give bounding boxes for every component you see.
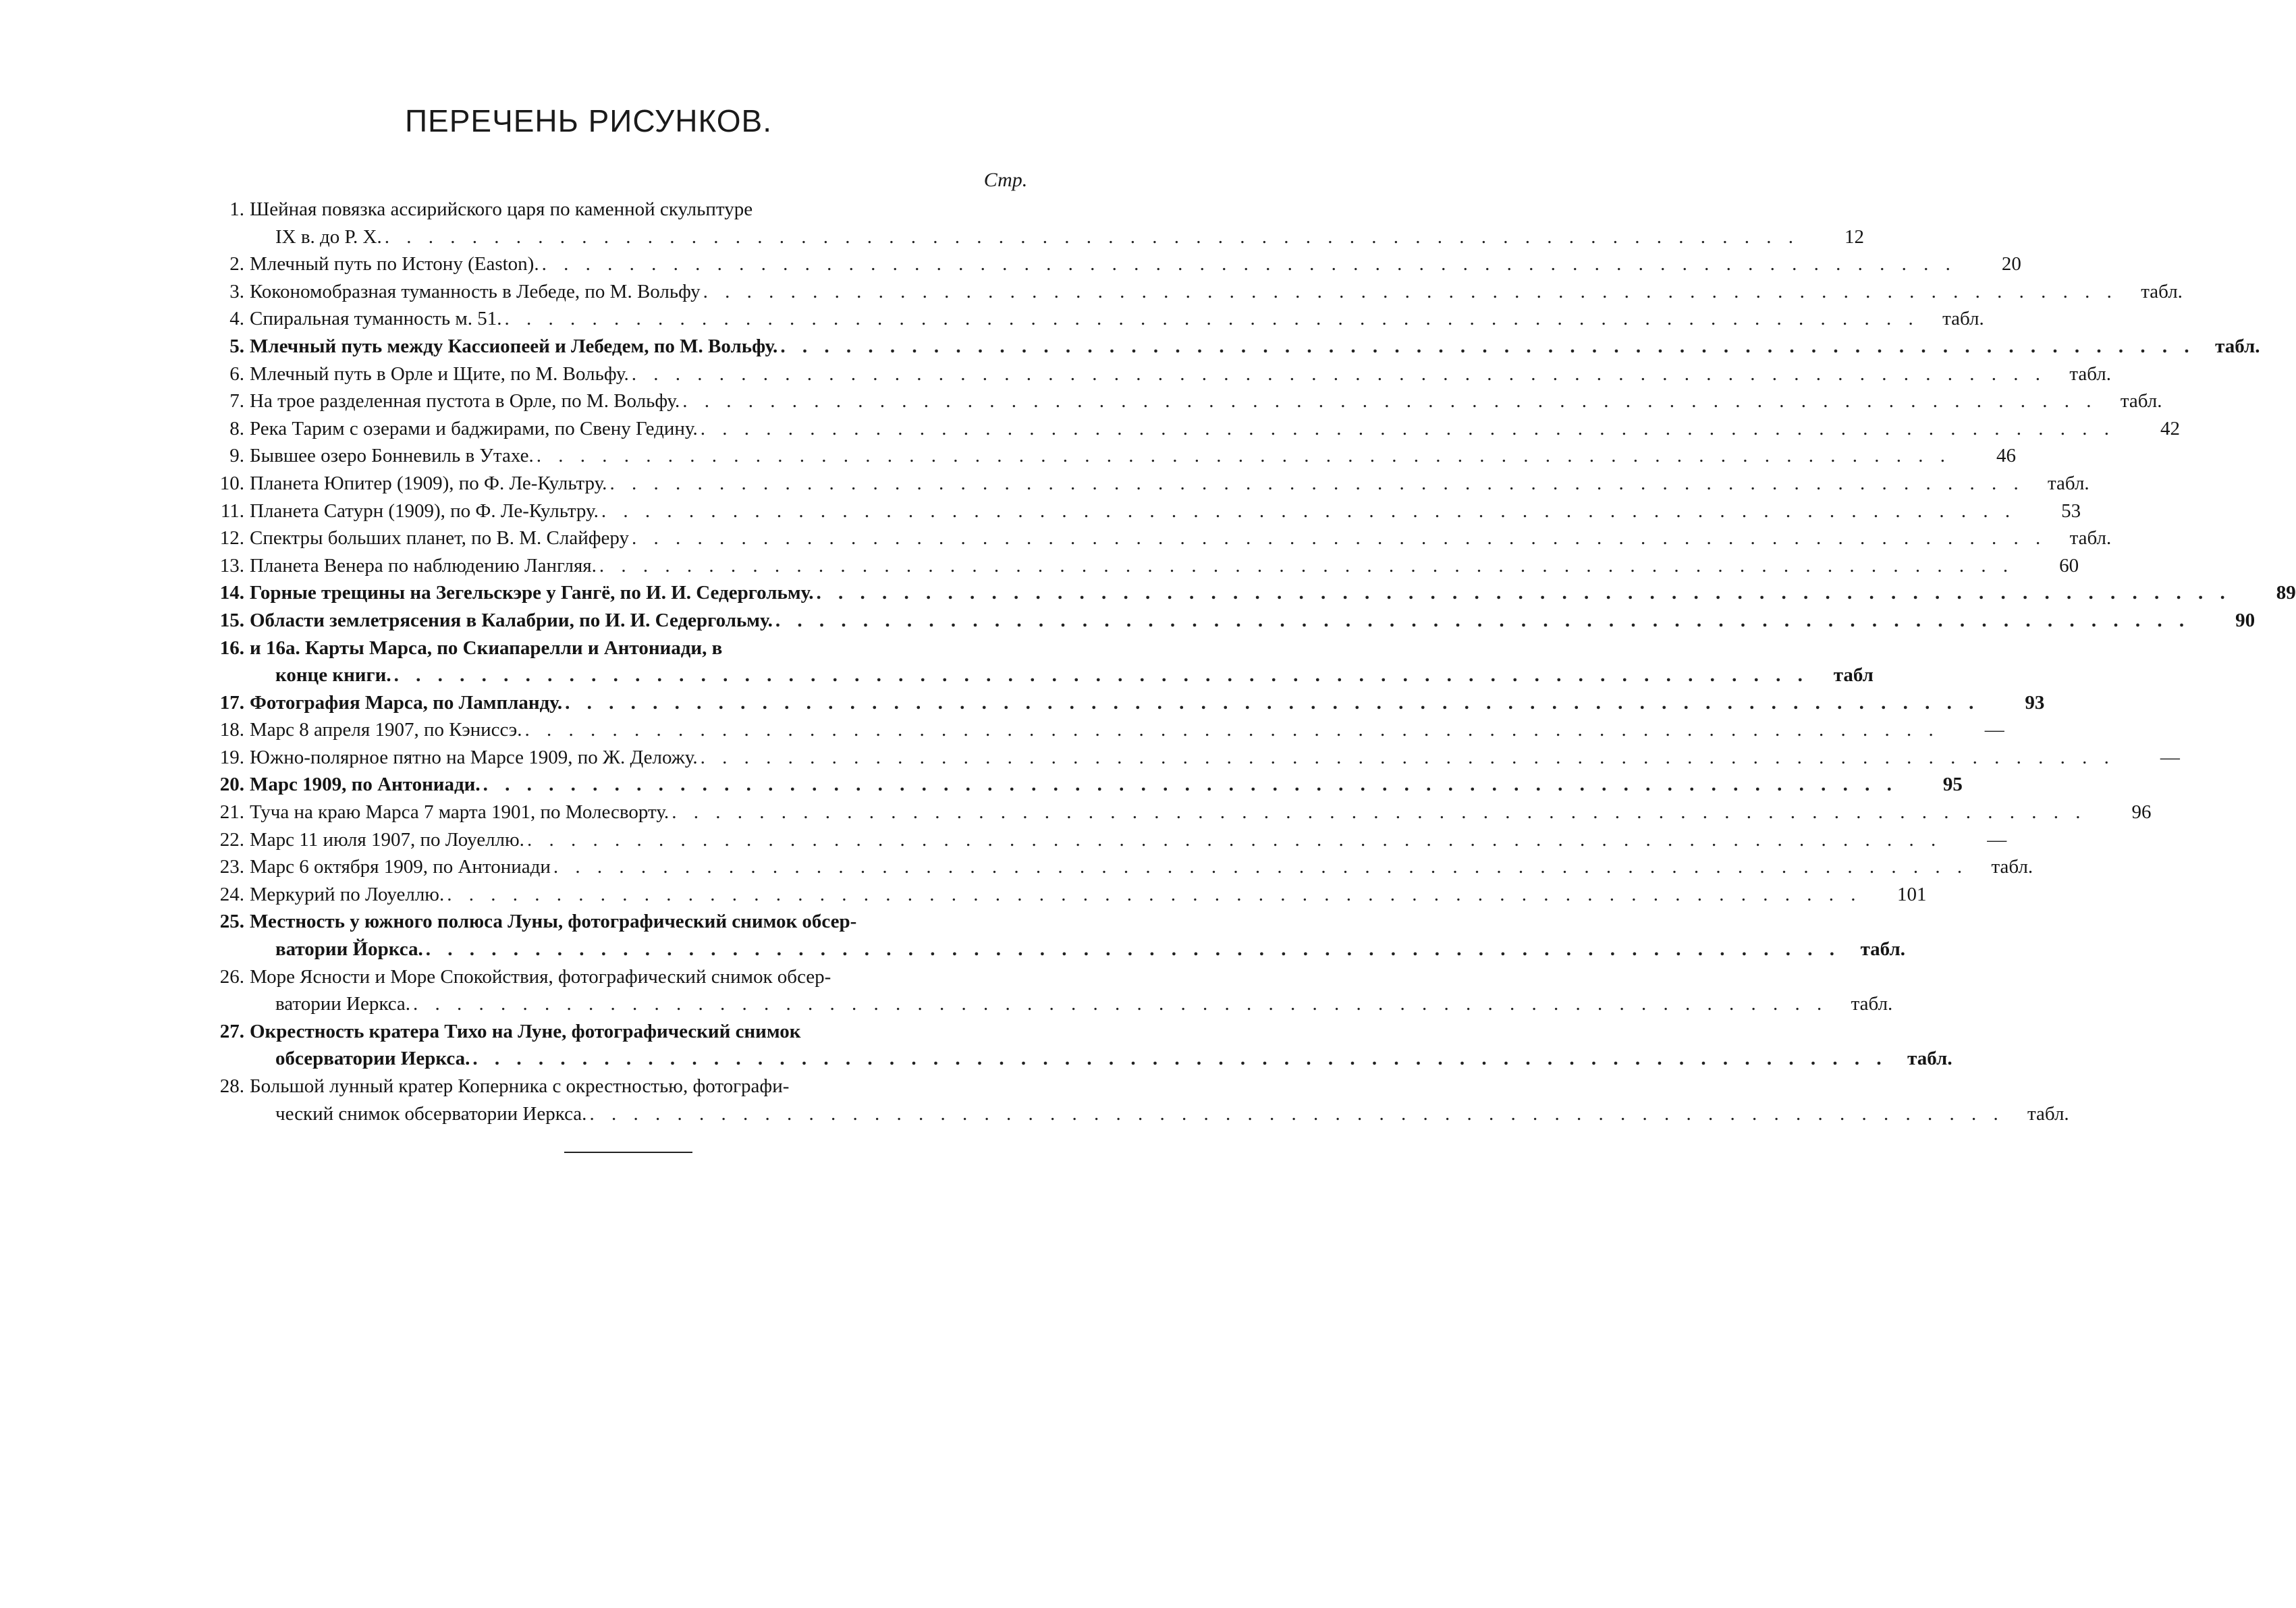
figure-caption: Планета Сатурн (1909), по Ф. Ле-Культру. (250, 500, 599, 522)
dot-leader (534, 442, 1951, 470)
dot-leader (629, 360, 2046, 388)
figure-entry (209, 498, 2081, 525)
page-reference: табл. (1860, 938, 1905, 961)
page-reference: 101 (1896, 883, 1927, 905)
figure-entry (209, 607, 2256, 635)
figure-caption: IX в. до Р. Х. (275, 225, 382, 248)
page-reference: табл. (1942, 308, 1984, 330)
page-reference: табл. (1991, 856, 2033, 878)
figure-caption: Спиральная туманность м. 51. (250, 308, 502, 330)
figure-entry (209, 196, 1864, 250)
figure-entry-line (209, 196, 1046, 223)
figure-number: 18. (219, 719, 244, 741)
dot-leader (481, 771, 1898, 799)
figure-entry-line (209, 498, 2081, 525)
figure-entry (209, 826, 2007, 854)
figure-entry-line (209, 305, 1984, 333)
page-reference: 42 (2160, 417, 2180, 439)
figure-entry-line (209, 635, 1046, 662)
figure-number: 4. (229, 308, 244, 330)
dot-leader (522, 716, 1939, 744)
figure-caption: Марс 11 июля 1907, по Лоуеллю. (250, 828, 524, 851)
figure-number: 23. (219, 856, 244, 878)
figure-caption: ватории Йоркса. (275, 938, 423, 961)
figure-number: 22. (219, 828, 244, 851)
figure-caption: Большой лунный кратер Коперника с окрестностью, фотографи- (250, 1075, 790, 1097)
dot-leader (680, 387, 2097, 415)
figure-entry (209, 908, 1905, 963)
figure-number: 12. (219, 527, 244, 550)
page-reference: 96 (2131, 801, 2152, 824)
figure-entry-line (209, 525, 2112, 552)
page-reference: 95 (1942, 774, 1963, 796)
page-reference: 46 (1996, 445, 2016, 467)
page-reference: табл. (1907, 1048, 1952, 1070)
figure-number: 7. (229, 390, 244, 412)
figure-number: 21. (219, 801, 244, 824)
dot-leader (444, 881, 1861, 909)
figure-caption: Планета Венера по наблюдению Лангляя. (250, 554, 597, 577)
figure-entry-line (209, 1073, 1046, 1100)
figure-entry-line (209, 442, 2016, 470)
figure-caption: Млечный путь между Кассиопеей и Лебедем, по М. Вольфу. (250, 335, 778, 357)
dot-leader (502, 305, 1919, 333)
dot-leader (423, 936, 1840, 963)
dot-leader (629, 525, 2046, 552)
figure-entry (209, 853, 2033, 881)
figure-number: 8. (229, 417, 244, 439)
figure-entry-line (209, 552, 2079, 580)
dot-leader (539, 250, 1957, 278)
figure-entry-line (209, 250, 2021, 278)
figure-caption: Марс 6 октября 1909, по Антониади (250, 856, 551, 878)
figure-entry (209, 881, 1927, 909)
figure-number: 5. (229, 335, 244, 357)
dot-leader (391, 662, 1809, 689)
dot-leader (524, 826, 1942, 854)
figure-entry (209, 552, 2079, 580)
figure-entry-line (209, 579, 2296, 607)
dot-leader (698, 744, 2115, 772)
figure-entry-line (209, 744, 2180, 772)
dot-leader (599, 498, 2016, 525)
page-reference: 53 (2061, 500, 2081, 522)
figure-entry-line (209, 990, 1893, 1018)
figure-entry-line (209, 278, 2183, 306)
figure-list (209, 196, 2296, 1127)
dot-leader (607, 470, 2024, 498)
figure-caption: Области землетрясения в Калабрии, по И. И. Седергольму. (250, 609, 773, 631)
figure-caption: обсерватории Иеркса. (275, 1048, 470, 1070)
figure-entry (209, 1018, 1952, 1073)
figure-caption: Море Ясности и Море Спокойствия, фотографический снимок обсер- (250, 965, 831, 988)
figure-entry-line (209, 716, 2004, 744)
figure-entry-line (209, 415, 2180, 443)
figure-entry-line (209, 607, 2256, 635)
page-reference: 20 (2001, 253, 2021, 275)
figure-caption: Окрестность кратера Тихо на Луне, фотографический снимок (250, 1020, 801, 1042)
dot-leader (813, 579, 2231, 607)
figure-entry-line (209, 881, 1927, 909)
figure-number: 17. (219, 691, 244, 714)
figure-caption: ческий снимок обсерватории Иеркса. (275, 1102, 587, 1125)
figure-number: 9. (229, 445, 244, 467)
figure-entry-line (209, 853, 2033, 881)
figure-number: 25. (219, 911, 244, 933)
dot-leader (597, 552, 2014, 580)
figure-number: 11. (220, 500, 244, 522)
figure-entry-line (209, 387, 2162, 415)
figure-entry (209, 716, 2004, 744)
figure-caption: Местность у южного полюса Луны, фотографический снимок обсер- (250, 911, 857, 933)
figure-entry (209, 689, 2045, 717)
figure-caption: Млечный путь в Орле и Щите, по М. Вольфу. (250, 363, 629, 385)
figure-entry-line (209, 223, 1864, 251)
figure-entry (209, 305, 1984, 333)
figure-entry-line (209, 1100, 2069, 1128)
figure-number: 3. (229, 280, 244, 302)
figure-entry (209, 579, 2296, 607)
page-reference: — (1984, 719, 2004, 741)
page-reference: табл. (2069, 527, 2112, 550)
page-reference: 93 (2025, 691, 2045, 714)
figure-number: 10. (219, 472, 244, 494)
dot-leader (551, 853, 1968, 881)
page-reference: — (2160, 746, 2180, 768)
figure-number: 26. (219, 965, 244, 988)
figure-entry (209, 387, 2162, 415)
figure-entry-line (209, 1045, 1952, 1073)
figure-entry (209, 278, 2183, 306)
figure-caption: Кокономобразная туманность в Лебеде, по М. Вольфу (250, 280, 701, 302)
page-reference: табл. (2048, 472, 2089, 494)
figure-entry-line (209, 360, 2111, 388)
figure-number: 6. (229, 363, 244, 385)
page-reference: табл. (2069, 363, 2111, 385)
dot-leader (698, 415, 2115, 443)
figure-entry (209, 470, 2089, 498)
page-reference: табл. (1851, 993, 1893, 1015)
figure-entry-line (209, 826, 2007, 854)
figure-caption: Шейная повязка ассирийского царя по каменной скульптуре (250, 198, 753, 220)
page-column-header: Стр. (983, 169, 1028, 191)
figure-number: 24. (219, 883, 244, 905)
figure-number: 14. (219, 582, 244, 604)
closing-rule (564, 1152, 692, 1153)
figure-caption: конце книги. (275, 664, 391, 687)
figure-entry-line (209, 799, 2152, 826)
figure-caption: Бывшее озеро Бонневиль в Утахе. (250, 445, 534, 467)
figure-number: 28. (219, 1075, 244, 1097)
figure-caption: Река Тарим с озерами и баджирами, по Свену Гедину. (250, 417, 698, 439)
dot-leader (410, 990, 1828, 1018)
dot-leader (562, 689, 1979, 717)
figure-entry (209, 525, 2112, 552)
figure-entry (209, 1073, 2069, 1127)
figure-entry-line (209, 963, 1046, 991)
figure-caption: Южно-полярное пятно на Марсе 1909, по Ж. Деложу. (250, 746, 698, 768)
page-reference: — (1987, 828, 2007, 851)
page-reference: табл. (2141, 280, 2183, 302)
figure-caption: Горные трещины на Зегельскэре у Гангё, по И. И. Седергольму. (250, 582, 814, 604)
dot-leader (586, 1100, 2004, 1128)
page-reference: 90 (2235, 609, 2256, 631)
figure-entry (209, 771, 1963, 799)
figure-number: 19. (219, 746, 244, 768)
figure-entry (209, 744, 2180, 772)
page-reference: 12 (1844, 225, 1864, 248)
figure-entry-line (209, 470, 2089, 498)
figure-entry-line (209, 333, 2260, 360)
page-reference: 60 (2059, 554, 2079, 577)
figure-number: 20. (219, 774, 244, 796)
figure-number: 2. (229, 253, 244, 275)
figure-entry (209, 250, 2021, 278)
dot-leader (382, 223, 1799, 251)
figure-caption: Марс 1909, по Антониади. (250, 774, 481, 796)
figure-caption: ватории Иеркса. (275, 993, 411, 1015)
figure-entry (209, 799, 2152, 826)
figure-caption: Меркурий по Лоуеллю. (250, 883, 445, 905)
figure-caption: и 16а. Карты Марса, по Скиапарелли и Антониади, в (250, 637, 723, 659)
page-reference: табл (1833, 664, 1874, 687)
figure-entry (209, 635, 1874, 689)
figure-caption: Млечный путь по Истону (Easton). (250, 253, 539, 275)
figure-number: 15. (219, 609, 244, 631)
figure-number: 13. (219, 554, 244, 577)
figure-entry (209, 442, 2016, 470)
dot-leader (669, 799, 2086, 826)
figure-caption: Туча на краю Марса 7 марта 1901, по Молесворту. (250, 801, 669, 824)
figure-entry-line (209, 689, 2045, 717)
figure-number: 27. (219, 1020, 244, 1042)
page-reference: табл. (2027, 1102, 2069, 1125)
figure-entry-line (209, 908, 1046, 936)
figure-entry-line (209, 662, 1874, 689)
dot-leader (470, 1045, 1887, 1073)
figure-caption: Фотография Марса, по Лампланду. (250, 691, 563, 714)
page-title: ПЕРЕЧЕНЬ РИСУНКОВ. (404, 103, 773, 138)
figure-number: 16. (219, 637, 244, 659)
figure-caption: На трое разделенная пустота в Орле, по М. Вольфу. (250, 390, 680, 412)
figure-entry-line (209, 771, 1963, 799)
figure-entry (209, 415, 2180, 443)
figure-entry-line (209, 936, 1905, 963)
page-reference: табл. (2215, 335, 2260, 357)
figure-caption: Спектры больших планет, по В. М. Слайферу (250, 527, 630, 550)
figure-number: 1. (229, 198, 244, 220)
dot-leader (701, 278, 2118, 306)
figure-entry (209, 333, 2260, 360)
figure-entry-line (209, 1018, 1046, 1046)
page-reference: 89 (2276, 582, 2296, 604)
dot-leader (773, 607, 2190, 635)
figure-caption: Марс 8 апреля 1907, по Кэниссэ. (250, 719, 522, 741)
figure-caption: Планета Юпитер (1909), по Ф. Ле-Культру. (250, 472, 607, 494)
figure-entry (209, 360, 2111, 388)
dot-leader (777, 333, 2195, 360)
page-reference: табл. (2120, 390, 2162, 412)
figure-entry (209, 963, 1893, 1018)
